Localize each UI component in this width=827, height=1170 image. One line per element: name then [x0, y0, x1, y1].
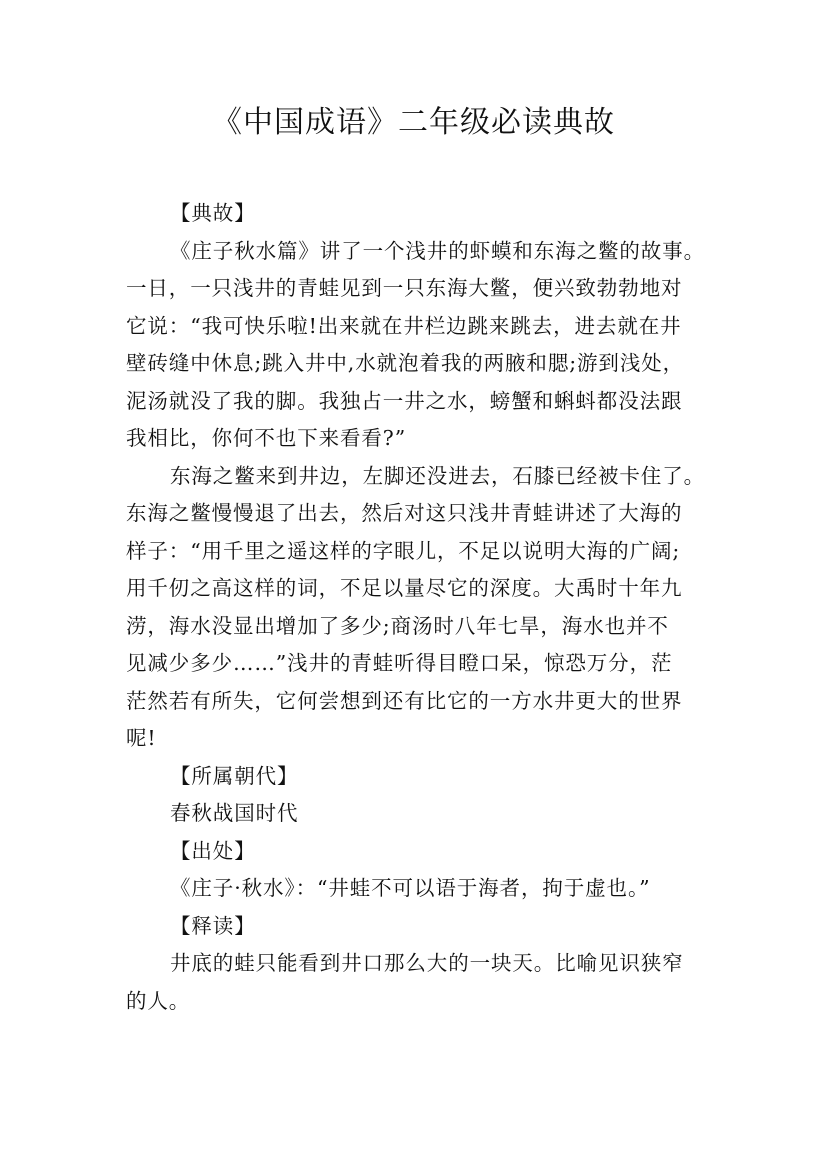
section-heading-source: 【出处】 — [170, 838, 256, 863]
paragraph-line: 东海之鳖来到井边，左脚还没进去，石膝已经被卡住了。 — [170, 463, 705, 488]
paragraph-line: 一日，一只浅井的青蛙见到一只东海大鳖，便兴致勃勃地对 — [126, 276, 683, 300]
page-title: 《中国成语》二年级必读典故 — [212, 105, 615, 140]
section-heading-dynasty: 【所属朝代】 — [170, 763, 299, 788]
paragraph-line: 东海之鳖慢慢退了出去，然后对这只浅井青蛙讲述了大海的 — [126, 501, 683, 525]
paragraph-line: 见减少多少……”浅井的青蛙听得目瞪口呆，惊恐万分，茫 — [126, 651, 673, 675]
paragraph-line: 样子：“用千里之遥这样的字眼儿，不足以说明大海的广阔; — [126, 538, 681, 563]
section-heading-story: 【典故】 — [170, 201, 256, 225]
paragraph-line: 涝，海水没显出增加了多少;商汤时八年七旱，海水也并不 — [126, 613, 669, 638]
paragraph-line: 它说：“我可快乐啦!出来就在井栏边跳来跳去，进去就在井 — [126, 313, 682, 338]
interpretation-line: 井底的蛙只能看到井口那么大的一块天。比喻见识狭窄 — [170, 951, 684, 975]
paragraph-line: 茫然若有所失，它何尝想到还有比它的一方水井更大的世界 — [126, 688, 683, 713]
paragraph-line: 用千仞之高这样的词，不足以量尽它的深度。大禹时十年九 — [126, 576, 683, 600]
paragraph-line: 呢! — [126, 726, 157, 750]
dynasty-text: 春秋战国时代 — [170, 801, 299, 825]
source-quote: 《庄子·秋水》：“井蛙不可以语于海者，拘于虚也。” — [170, 876, 651, 900]
paragraph-line: 我相比，你何不也下来看看?” — [126, 426, 407, 450]
paragraph-line: 壁砖缝中休息;跳入井中,水就泡着我的两腋和腮;游到浅处， — [126, 351, 685, 375]
paragraph-line: 《庄子秋水篇》讲了一个浅井的虾蟆和东海之鳖的故事。 — [170, 238, 705, 263]
interpretation-line: 的人。 — [126, 988, 191, 1013]
document-body — [126, 195, 708, 1020]
section-heading-interpretation: 【释读】 — [170, 913, 256, 938]
paragraph-line: 泥汤就没了我的脚。我独占一井之水，螃蟹和蝌蚪都没法跟 — [126, 388, 683, 413]
